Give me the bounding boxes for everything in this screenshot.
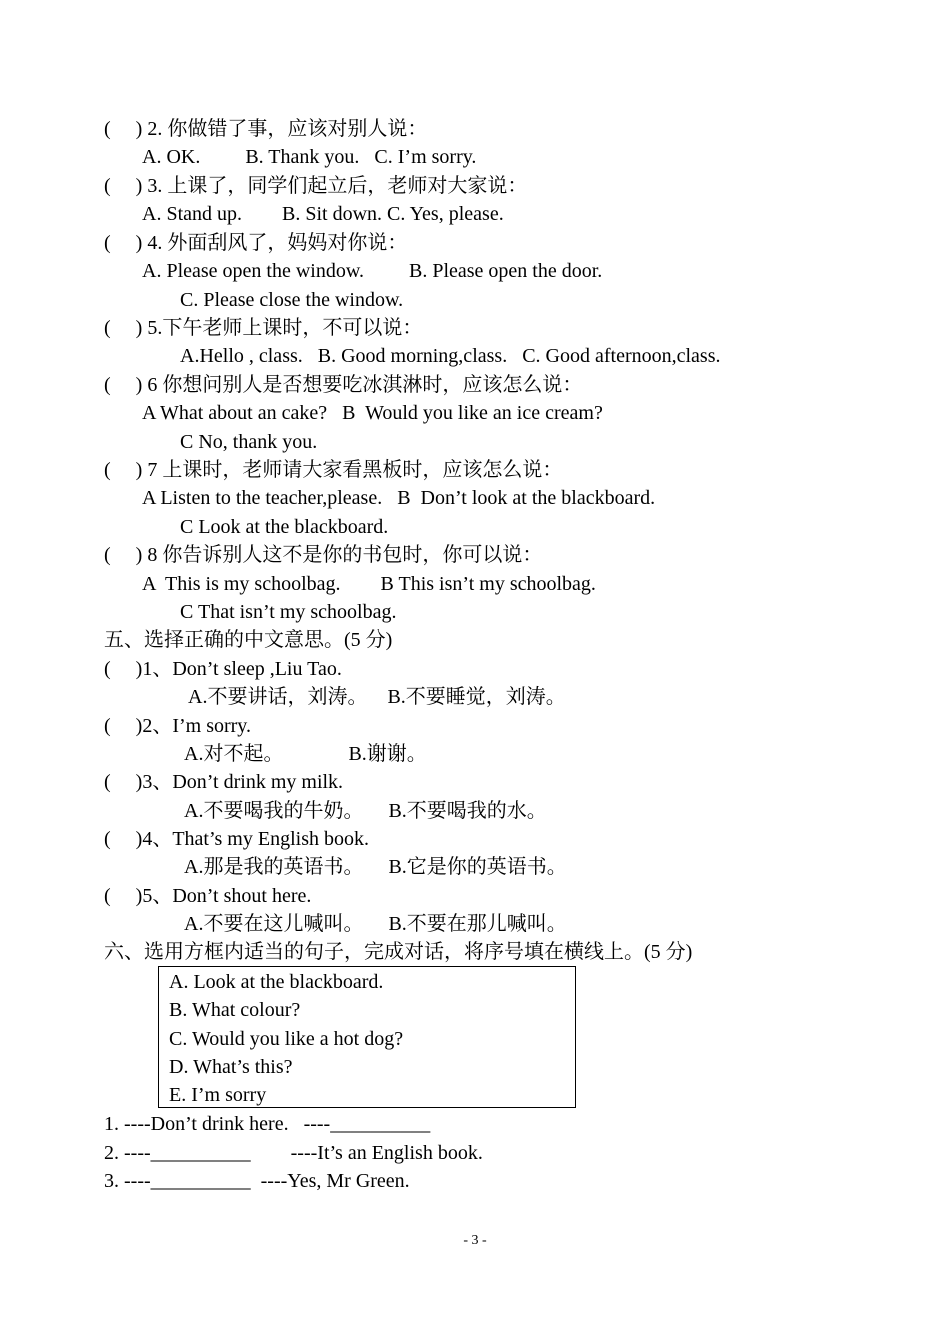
question-4-option-c: C. Please close the window. [180, 289, 404, 311]
section-5-item-2-options: A.对不起。 B.谢谢。 [184, 743, 427, 765]
question-3-options: A. Stand up. B. Sit down. C. Yes, please. [142, 203, 504, 225]
section-5-item-5-options: A.不要在这儿喊叫。 B.不要在那儿喊叫。 [184, 913, 567, 935]
dialogue-1: 1. ----Don’t drink here. ----__________ [104, 1113, 431, 1135]
section-5-item-1-options: A.不要讲话，刘涛。 B.不要睡觉，刘涛。 [188, 686, 566, 708]
question-4-options: A. Please open the window. B. Please open the door. [142, 260, 603, 282]
question-7-options: A Listen to the teacher,please. B Don’t look at the blackboard. [142, 487, 656, 509]
box-option-c: C. Would you like a hot dog? [169, 1028, 404, 1050]
section-5-item-1-stem: ( )1、Don’t sleep ,Liu Tao. [104, 658, 342, 680]
section-5-item-2-stem: ( )2、I’m sorry. [104, 715, 252, 737]
question-5-options: A.Hello , class. B. Good morning,class. C. Good afternoon,class. [180, 345, 721, 367]
question-4-stem: ( ) 4. 外面刮风了，妈妈对你说： [104, 232, 408, 254]
question-6-stem: ( ) 6 你想问别人是否想要吃冰淇淋时，应该怎么说： [104, 374, 583, 396]
question-2-options: A. OK. B. Thank you. C. I’m sorry. [142, 146, 477, 168]
box-option-b: B. What colour? [169, 999, 301, 1021]
question-6-option-c: C No, thank you. [180, 431, 318, 453]
section-5-item-4-options: A.那是我的英语书。 B.它是你的英语书。 [184, 856, 567, 878]
section-5-item-3-options: A.不要喝我的牛奶。 B.不要喝我的水。 [184, 800, 547, 822]
question-8-stem: ( ) 8 你告诉别人这不是你的书包时，你可以说： [104, 544, 543, 566]
dialogue-2: 2. ----__________ ----It’s an English book. [104, 1142, 483, 1164]
question-2-stem: ( ) 2. 你做错了事，应该对别人说： [104, 118, 428, 140]
options-box [158, 966, 576, 1108]
box-option-a: A. Look at the blackboard. [169, 971, 384, 993]
box-option-d: D. What’s this? [169, 1056, 293, 1078]
question-7-option-c: C Look at the blackboard. [180, 516, 389, 538]
box-option-e: E. I’m sorry [169, 1084, 267, 1106]
section-5-item-5-stem: ( )5、Don’t shout here. [104, 885, 312, 907]
question-5-stem: ( ) 5.下午老师上课时，不可以说： [104, 317, 423, 339]
question-8-options: A This is my schoolbag. B This isn’t my schoolbag. [142, 573, 596, 595]
section-5-heading: 五、选择正确的中文意思。(5 分) [104, 629, 393, 651]
question-6-options: A What about an cake? B Would you like an ice cream? [142, 402, 603, 424]
question-8-option-c: C That isn’t my schoolbag. [180, 601, 397, 623]
section-6-heading: 六、选用方框内适当的句子，完成对话，将序号填在横线上。(5 分) [104, 941, 693, 963]
page-number: - 3 - [463, 1233, 487, 1248]
section-5-item-3-stem: ( )3、Don’t drink my milk. [104, 771, 344, 793]
dialogue-3: 3. ----__________ ----Yes, Mr Green. [104, 1170, 410, 1192]
section-5-item-4-stem: ( )4、That’s my English book. [104, 828, 369, 850]
question-3-stem: ( ) 3. 上课了，同学们起立后，老师对大家说： [104, 175, 528, 197]
question-7-stem: ( ) 7 上课时，老师请大家看黑板时，应该怎么说： [104, 459, 563, 481]
